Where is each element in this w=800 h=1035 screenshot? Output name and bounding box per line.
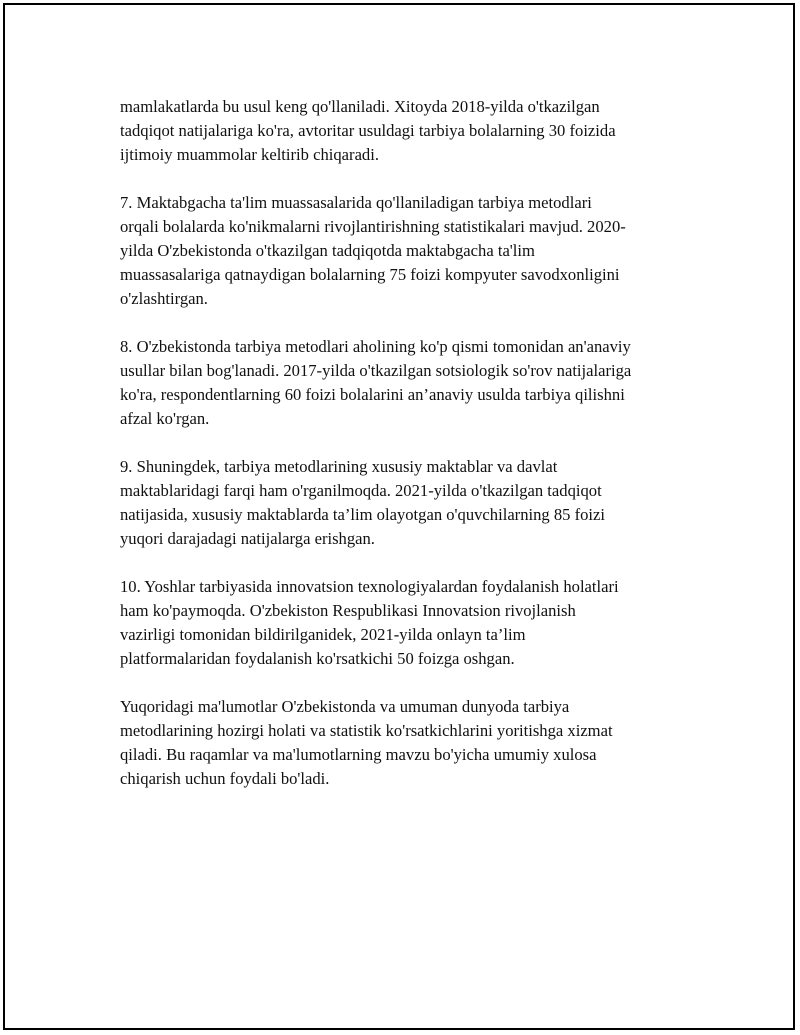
paragraph-item-8 — [120, 335, 695, 431]
paragraph-intro-continuation — [120, 95, 695, 167]
text-line: yuqori darajadagi natijalarga erishgan. — [120, 529, 375, 548]
text-line: ham ko'paymoqda. O'zbekiston Respublikasi Innovatsion rivojlanish — [120, 601, 576, 620]
text-line: chiqarish uchun foydali bo'ladi. — [120, 769, 330, 788]
text-line: muassasalariga qatnaydigan bolalarning 75 foizi kompyuter savodxonligini — [120, 265, 620, 284]
paragraph-conclusion — [120, 695, 695, 791]
text-line: o'zlashtirgan. — [120, 289, 208, 308]
paragraph-item-7 — [120, 191, 695, 311]
text-line: 10. Yoshlar tarbiyasida innovatsion texnologiyalardan foydalanish holatlari — [120, 577, 619, 596]
text-line: orqali bolalarda ko'nikmalarni rivojlantirishning statistikalari mavjud. 2020- — [120, 217, 626, 236]
text-line: usullar bilan bog'lanadi. 2017-yilda o'tkazilgan sotsiologik so'rov natijalariga — [120, 361, 632, 380]
document-page — [3, 3, 795, 1030]
text-line: ijtimoiy muammolar keltirib chiqaradi. — [120, 145, 379, 164]
text-line: yilda O'zbekistonda o'tkazilgan tadqiqotda maktabgacha ta'lim — [120, 241, 535, 260]
text-line: 8. O'zbekistonda tarbiya metodlari aholining ko'p qismi tomonidan an'anaviy — [120, 337, 631, 356]
text-line: vazirligi tomonidan bildirilganidek, 2021-yilda onlayn ta’lim — [120, 625, 526, 644]
text-line: metodlarining hozirgi holati va statistik ko'rsatkichlarini yoritishga xizmat — [120, 721, 613, 740]
text-line: mamlakatlarda bu usul keng qo'llaniladi. Xitoyda 2018-yilda o'tkazilgan — [120, 97, 600, 116]
text-line: 9. Shuningdek, tarbiya metodlarining xususiy maktablar va davlat — [120, 457, 558, 476]
text-line: maktablaridagi farqi ham o'rganilmoqda. 2021-yilda o'tkazilgan tadqiqot — [120, 481, 602, 500]
text-line: qiladi. Bu raqamlar va ma'lumotlarning mavzu bo'yicha umumiy xulosa — [120, 745, 597, 764]
text-line: afzal ko'rgan. — [120, 409, 210, 428]
text-line: tadqiqot natijalariga ko'ra, avtoritar usuldagi tarbiya bolalarning 30 foizida — [120, 121, 616, 140]
paragraph-item-9 — [120, 455, 695, 551]
text-line: platformalaridan foydalanish ko'rsatkichi 50 foizga oshgan. — [120, 649, 515, 668]
text-line: natijasida, xususiy maktablarda ta’lim olayotgan o'quvchilarning 85 foizi — [120, 505, 606, 524]
paragraph-item-10 — [120, 575, 695, 671]
text-line: Yuqoridagi ma'lumotlar O'zbekistonda va umuman dunyoda tarbiya — [120, 697, 570, 716]
text-line: ko'ra, respondentlarning 60 foizi bolalarini an’anaviy usulda tarbiya qilishni — [120, 385, 625, 404]
document-body — [120, 95, 695, 791]
text-line: 7. Maktabgacha ta'lim muassasalarida qo'llaniladigan tarbiya metodlari — [120, 193, 592, 212]
